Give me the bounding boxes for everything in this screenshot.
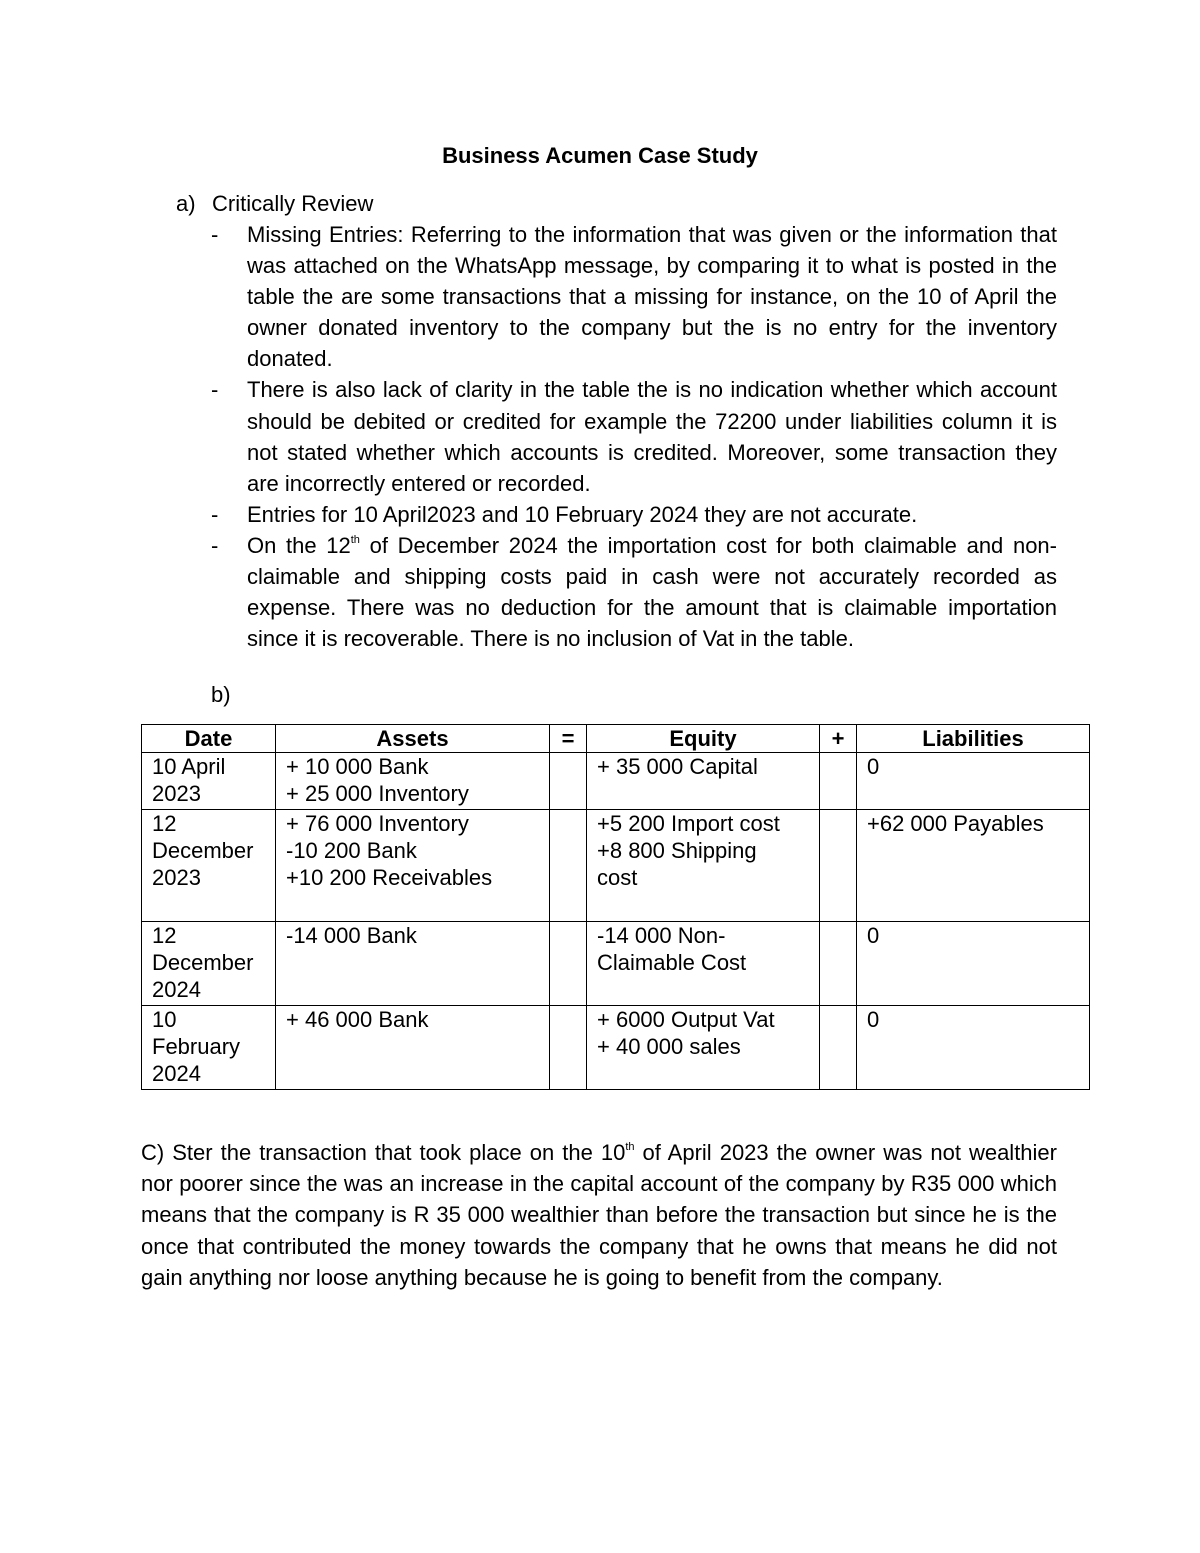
- cell-line: -14 000 Bank: [286, 923, 417, 948]
- bullet-text: Missing Entries: Referring to the information that was given or the information that was attached on the WhatsApp message, by comparing it to what is posted in the table the are some transactions that a missing for instance, on the 10 of April the owner donated inventory to the company but the is no entry for the inventory donated.: [247, 222, 1057, 372]
- table-row: [142, 922, 1090, 1006]
- cell-line: -10 200 Bank: [286, 838, 417, 863]
- header-equals: =: [550, 725, 587, 753]
- cell-line: + 6000 Output Vat: [597, 1007, 775, 1032]
- cell-line: 2023: [152, 781, 201, 806]
- cell-line: + 76 000 Inventory: [286, 811, 469, 836]
- cell-line: 10 April: [152, 754, 226, 779]
- cell-line: 0: [867, 923, 880, 948]
- cell-line: cost: [597, 865, 638, 890]
- cell-line: 12: [152, 923, 177, 948]
- cell-assets: [276, 922, 550, 1006]
- bullet-dash: -: [211, 532, 219, 558]
- table-row: [142, 810, 1090, 922]
- cell-liabilities: [857, 1006, 1090, 1090]
- cell-equals: [550, 810, 587, 922]
- cell-date: [142, 922, 276, 1006]
- bullet-text-part: of December 2024 the importation cost for both claimable and non-claimable and shipping costs paid in cash were not accurately recorded as expense. There was no deduction for the amount that is claimable importation since it is recoverable. There is no inclusion of Vat in the table.: [247, 532, 1057, 652]
- table-header-row: [142, 725, 1090, 753]
- ordinal-superscript: th: [625, 1140, 635, 1153]
- cell-line: 12: [152, 811, 177, 836]
- header-plus: +: [820, 725, 857, 753]
- section-a-heading: [176, 188, 373, 219]
- cell-equals: [550, 922, 587, 1006]
- bullet-dash: -: [211, 377, 219, 403]
- bullet-text: Entries for 10 April2023 and 10 February 2024 they are not accurate.: [247, 501, 918, 527]
- cell-line: + 40 000 sales: [597, 1034, 741, 1059]
- cell-liabilities: [857, 810, 1090, 922]
- table-row: [142, 1006, 1090, 1090]
- cell-line: 0: [867, 754, 880, 779]
- cell-line: +10 200 Receivables: [286, 865, 493, 890]
- cell-line: + 46 000 Bank: [286, 1007, 429, 1032]
- cell-assets: [276, 1006, 550, 1090]
- cell-line: 2024: [152, 977, 201, 1002]
- section-c-paragraph: [141, 1137, 1057, 1293]
- bullet-dash: -: [211, 222, 219, 247]
- section-b-label: b): [211, 682, 231, 707]
- section-a-title: Critically Review: [212, 191, 374, 216]
- bullet-missing-entries: [211, 219, 1057, 374]
- cell-date: [142, 810, 276, 922]
- header-date: Date: [142, 725, 276, 753]
- section-a-label: a): [176, 191, 196, 216]
- cell-line: 2023: [152, 865, 201, 890]
- cell-equity: [587, 1006, 820, 1090]
- cell-line: + 25 000 Inventory: [286, 781, 469, 806]
- document-title: Business Acumen Case Study: [442, 143, 758, 168]
- review-bullet-list: [211, 219, 1057, 654]
- cell-plus: [820, 1006, 857, 1090]
- bullet-text-part: On the 12: [247, 532, 351, 558]
- cell-liabilities: [857, 922, 1090, 1006]
- cell-equity: [587, 753, 820, 810]
- paragraph-text-part: C) Ster the transaction that took place on the 10: [141, 1140, 626, 1165]
- cell-line: 2024: [152, 1061, 201, 1086]
- cell-equals: [550, 1006, 587, 1090]
- header-equity: Equity: [587, 725, 820, 753]
- cell-plus: [820, 810, 857, 922]
- cell-line: +8 800 Shipping: [597, 838, 757, 863]
- cell-line: December: [152, 950, 254, 975]
- cell-assets: [276, 753, 550, 810]
- header-assets: Assets: [276, 725, 550, 753]
- header-liabilities: Liabilities: [857, 725, 1090, 753]
- cell-date: [142, 1006, 276, 1090]
- cell-equity: [587, 922, 820, 1006]
- cell-assets: [276, 810, 550, 922]
- bullet-text: [247, 533, 1057, 651]
- paragraph-text-part: of April 2023 the owner was not wealthier nor poorer since the was an increase in the capital account of the company by R35 000 which means that the company is R 35 000 wealthier than before the transaction but since he is the once that contributed the money towards the company that he owns that means he did not gain anything nor loose anything because he is going to benefit from the company.: [141, 1140, 1057, 1290]
- cell-equals: [550, 753, 587, 810]
- cell-plus: [820, 753, 857, 810]
- ordinal-superscript: th: [350, 533, 360, 546]
- accounting-equation-table: [141, 724, 1090, 1090]
- cell-line: 0: [867, 1007, 880, 1032]
- cell-date: [142, 753, 276, 810]
- cell-line: + 10 000 Bank: [286, 754, 429, 779]
- cell-line: +5 200 Import cost: [597, 811, 780, 836]
- table-row: [142, 753, 1090, 810]
- bullet-text: There is also lack of clarity in the table the is no indication whether which account should be debited or credited for example the 72200 under liabilities column it is not stated whether which accounts is credited. Moreover, some transaction they are incorrectly entered or recorded.: [247, 377, 1057, 496]
- bullet-lack-of-clarity: [211, 374, 1057, 498]
- cell-line: -14 000 Non-: [597, 923, 726, 948]
- cell-equity: [587, 810, 820, 922]
- cell-line: +62 000 Payables: [867, 811, 1044, 836]
- bullet-importation-cost: [211, 530, 1057, 654]
- cell-line: Claimable Cost: [597, 950, 747, 975]
- bullet-dash: -: [211, 501, 219, 527]
- cell-line: February: [152, 1034, 241, 1059]
- cell-liabilities: [857, 753, 1090, 810]
- cell-line: 10: [152, 1007, 177, 1032]
- bullet-inaccurate-entries: [211, 499, 1057, 530]
- cell-line: + 35 000 Capital: [597, 754, 758, 779]
- cell-line: December: [152, 838, 254, 863]
- cell-plus: [820, 922, 857, 1006]
